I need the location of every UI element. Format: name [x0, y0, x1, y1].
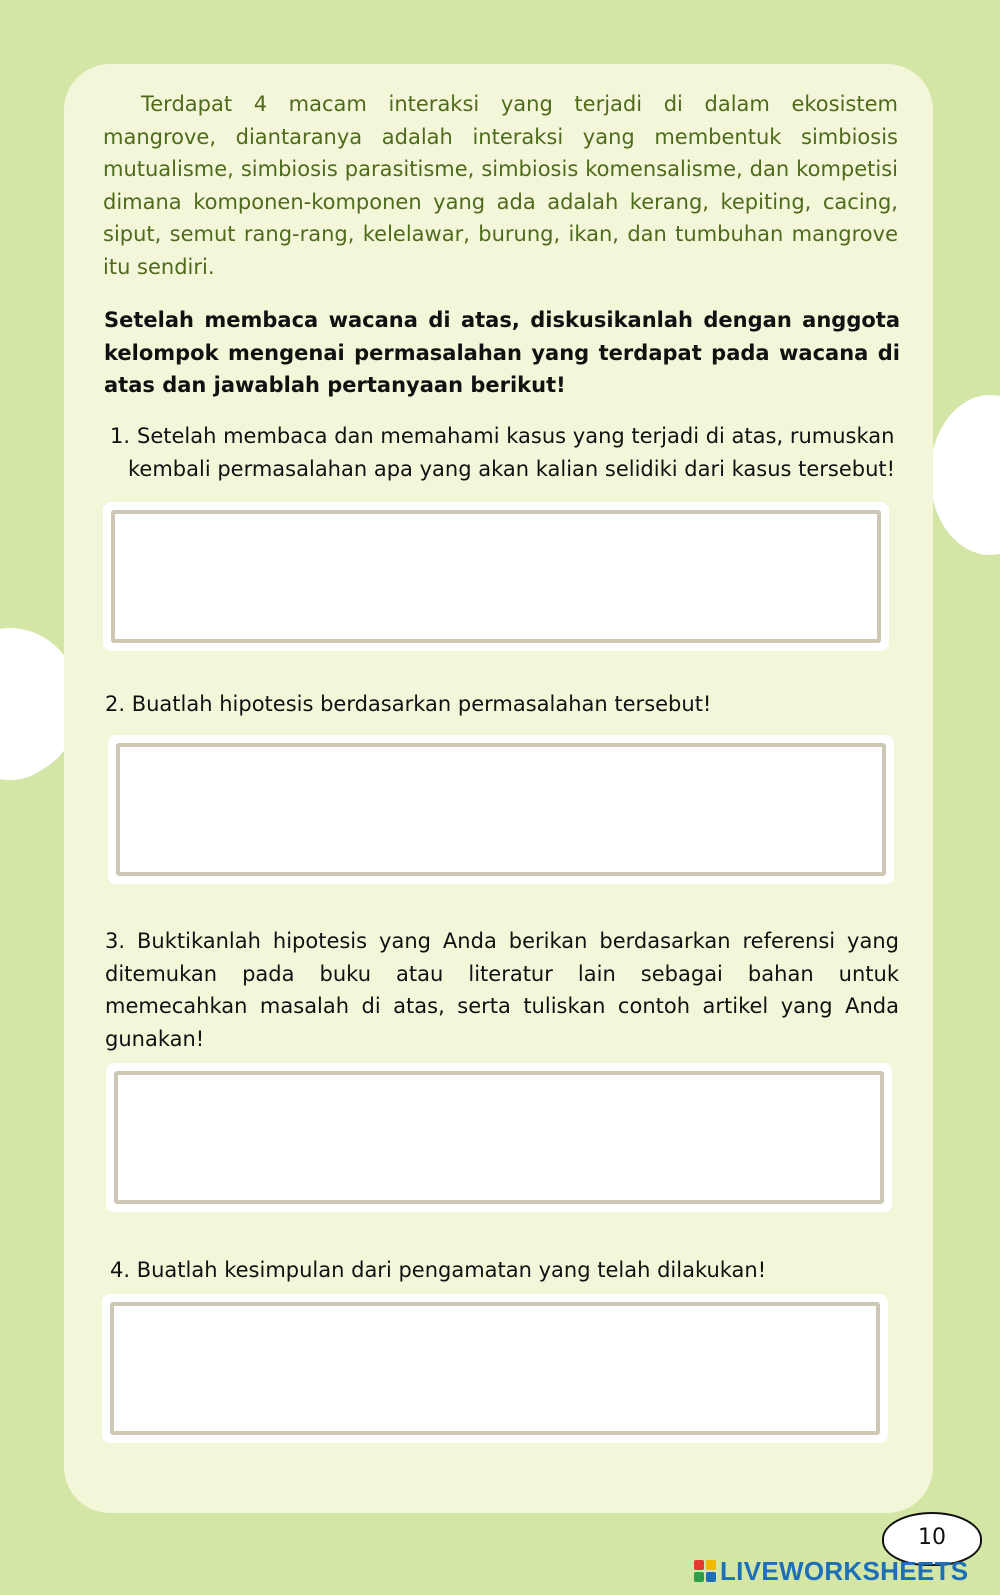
question-1-line-2: kembali permasalahan apa yang akan kalian selidiki dari kasus tersebut!: [128, 456, 896, 481]
question-4: 4. Buatlah kesimpulan dari pengamatan yang telah dilakukan!: [110, 1258, 767, 1282]
question-1-number: 1.: [110, 424, 131, 448]
answer-frame-2: [108, 735, 894, 884]
question-1: [110, 420, 910, 485]
question-3: 3. Buktikanlah hipotesis yang Anda berikan berdasarkan referensi yang ditemukan pada buku atau literatur lain sebagai bahan untuk memecahkan masalah di atas, serta tuliskan contoh artikel yang Anda gunakan!: [105, 929, 899, 1051]
question-2: 2. Buatlah hipotesis berdasarkan permasalahan tersebut!: [105, 692, 712, 716]
intro-paragraph: Terdapat 4 macam interaksi yang terjadi di dalam ekosistem mangrove, diantaranya adalah interaksi yang membentuk simbiosis mutualisme, simbiosis parasitisme, simbiosis komensalisme, dan kompetisi dimana komponen-komponen yang ada adalah kerang, kepiting, cacing, siput, semut rang-rang, kelelawar, burung, ikan, dan tumbuhan mangrove itu sendiri.: [103, 92, 898, 279]
answer-box-3[interactable]: [114, 1071, 884, 1204]
answer-frame-4: [102, 1294, 888, 1443]
answer-frame-1: [103, 502, 889, 651]
liveworksheets-logo[interactable]: [694, 1556, 968, 1586]
cloud-decoration-right: [930, 395, 1000, 555]
answer-box-4[interactable]: [110, 1302, 880, 1435]
answer-box-2[interactable]: [116, 743, 886, 876]
liveworksheets-wordmark: LIVEWORKSHEETS: [720, 1555, 969, 1586]
liveworksheets-logo-icon: [694, 1560, 716, 1582]
instruction-text: Setelah membaca wacana di atas, diskusikanlah dengan anggota kelompok mengenai permasalahan yang terdapat pada wacana di atas dan jawablah pertanyaan berikut!: [104, 308, 900, 398]
answer-frame-3: [106, 1063, 892, 1212]
answer-box-1[interactable]: [111, 510, 881, 643]
page-number-badge: 10: [882, 1512, 982, 1566]
question-1-line-1: Setelah membaca dan memahami kasus yang terjadi di atas, rumuskan: [137, 424, 895, 448]
